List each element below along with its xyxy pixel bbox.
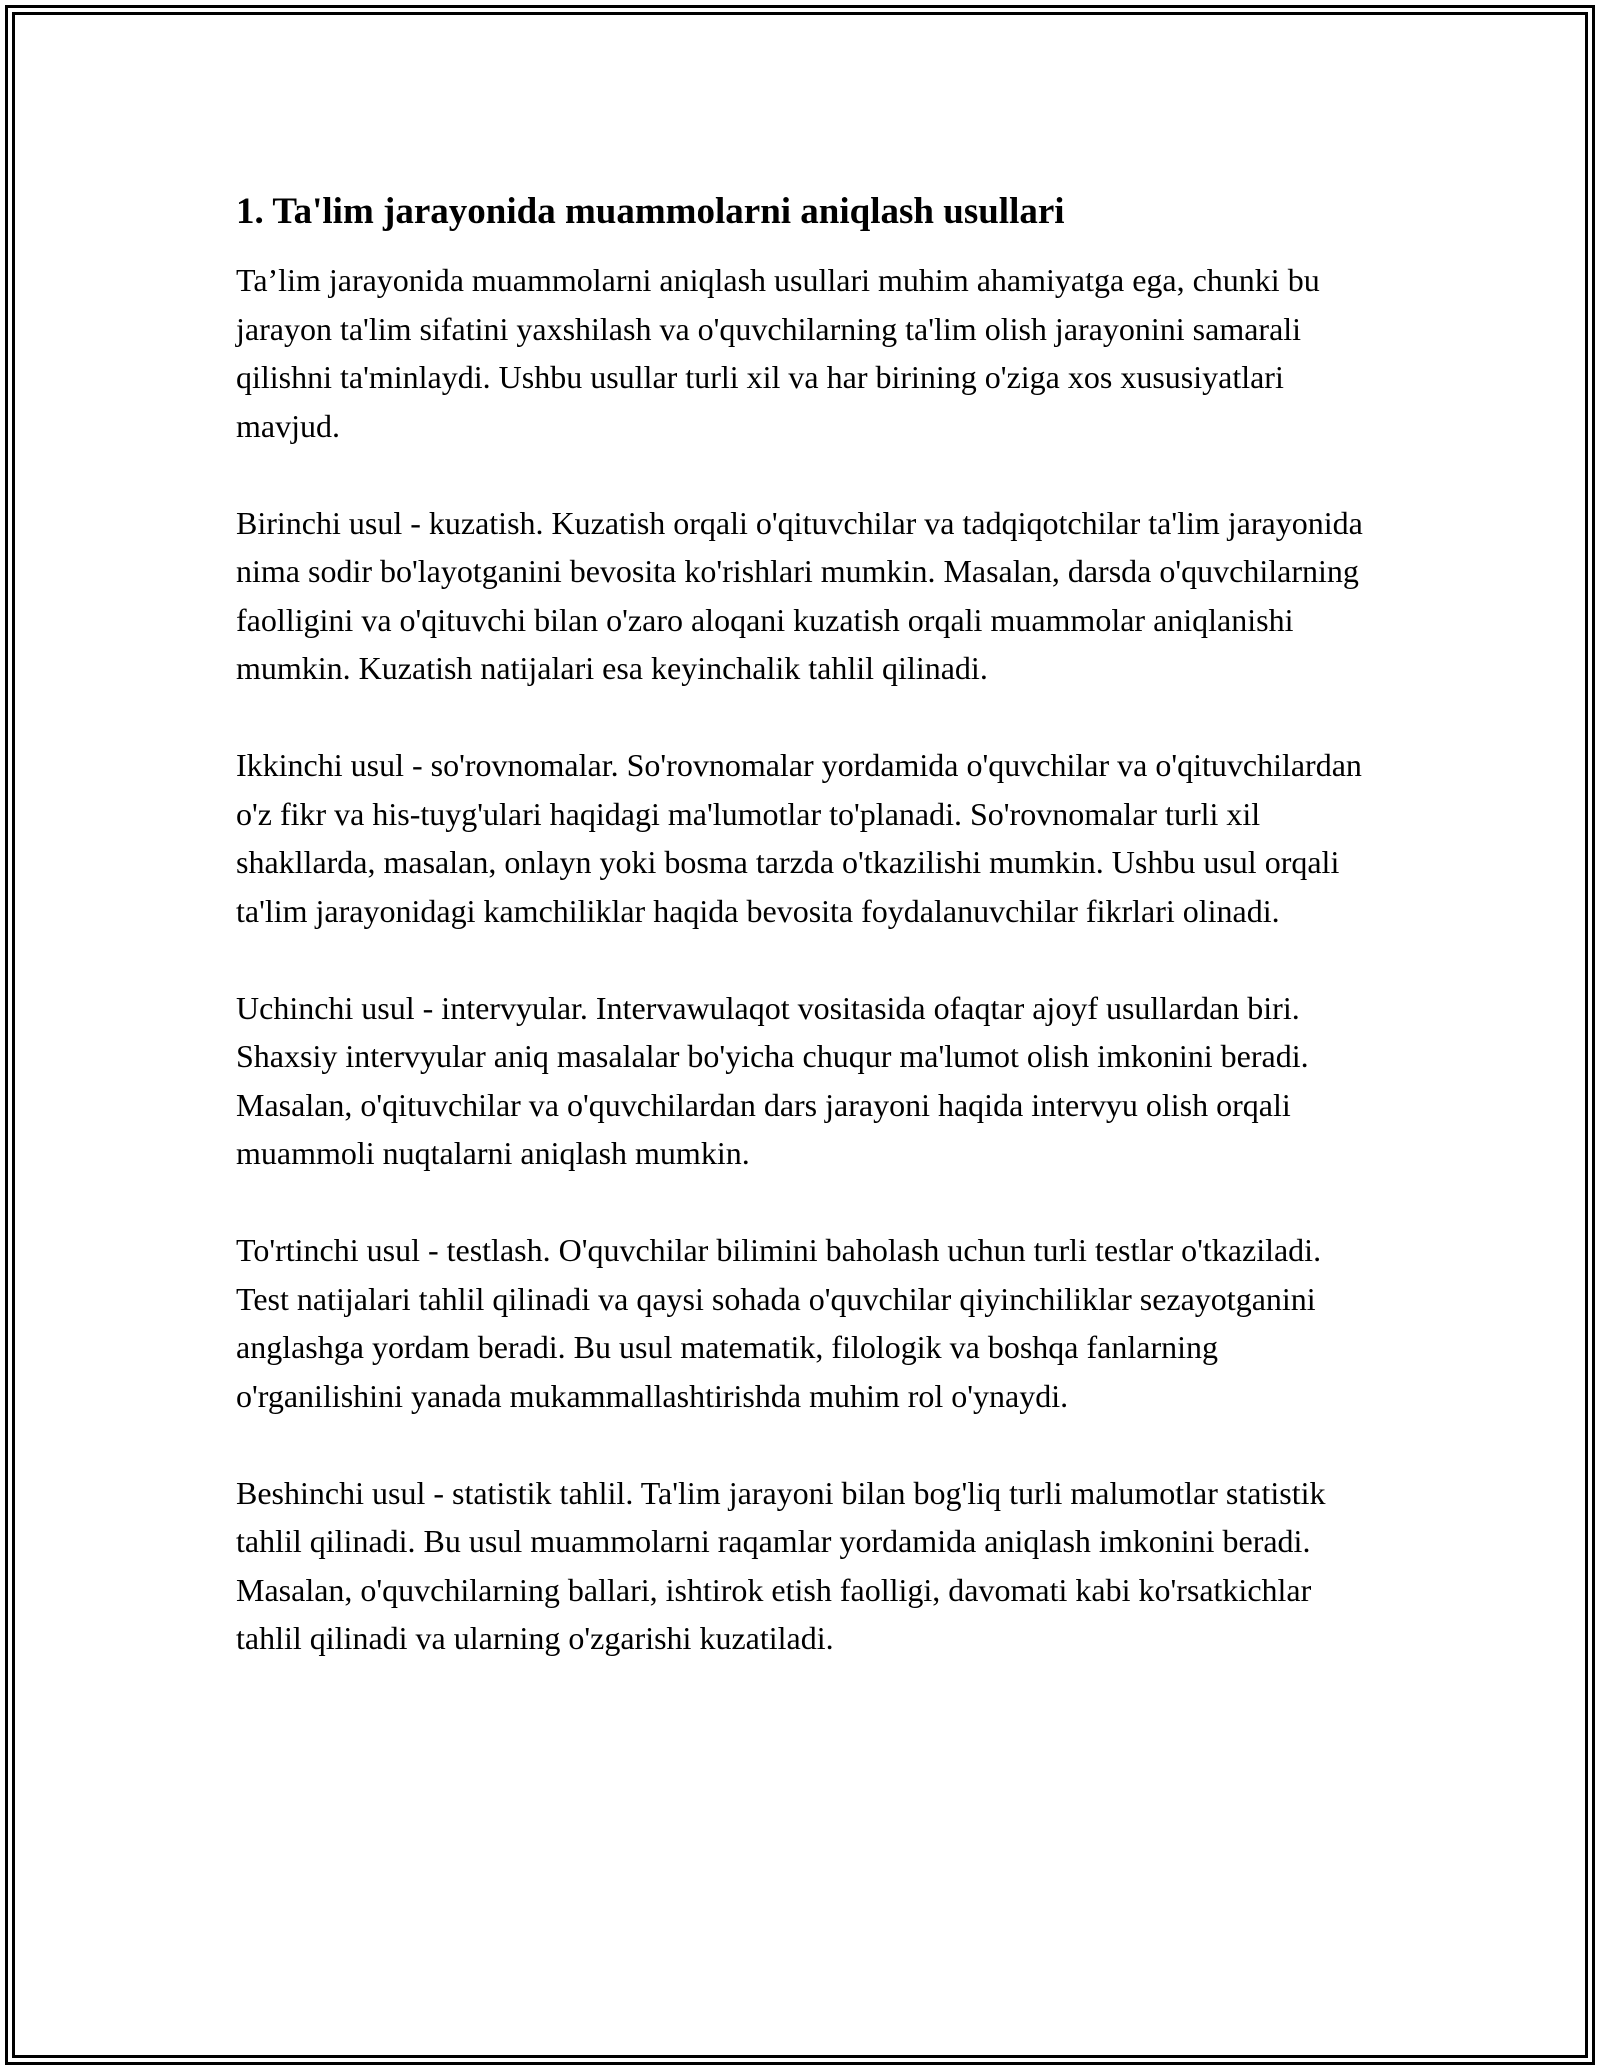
paragraph-interviews: Uchinchi usul - intervyular. Intervawulaqot vositasida ofaqtar ajoyf usullardan biri. Shaxsiy intervyular aniq masalalar bo'yicha chuqur ma'lumot olish imkonini beradi. Masalan, o'qituvchilar va o'quvchilardan dars jarayoni haqida intervyu olish orqali muammoli nuqtalarni aniqlash mumkin. bbox=[236, 989, 1309, 1171]
paragraph-surveys: Ikkinchi usul - so'rovnomalar. So'rovnomalar yordamida o'quvchilar va o'qituvchilardan o'z fikr va his-tuyg'ulari haqidagi ma'lumotlar to'planadi. So'rovnomalar turli xil shakllarda, masalan, onlayn yoki bosma tarzda o'tkazilishi mumkin. Ushbu usul orqali ta'lim jarayonidagi kamchiliklar haqida bevosita foydalanuvchilar fikrlari olinadi. bbox=[236, 747, 1362, 929]
document-body bbox=[236, 188, 1376, 1711]
paragraph-observation: Birinchi usul - kuzatish. Kuzatish orqali o'qituvchilar va tadqiqotchilar ta'lim jarayonida nima sodir bo'layotganini bevosita ko'rishlari mumkin. Masalan, darsda o'quvchilarning faolligini va o'qituvchi bilan o'zaro aloqani kuzatish orqali muammolar aniqlanishi mumkin. Kuzatish natijalari esa keyinchalik tahlil qilinadi. bbox=[236, 504, 1363, 686]
paragraph-testing: To'rtinchi usul - testlash. O'quvchilar bilimini baholash uchun turli testlar o'tkaziladi. Test natijalari tahlil qilinadi va qaysi sohada o'quvchilar qiyinchiliklar sezayotganini anglashga yordam beradi. Bu usul matematik, filologik va boshqa fanlarning o'rganilishini yanada mukammallashtirishda muhim rol o'ynaydi. bbox=[236, 1232, 1322, 1414]
paragraph-intro: Ta’lim jarayonida muammolarni aniqlash usullari muhim ahamiyatga ega, chunki bu jarayon ta'lim sifatini yaxshilash va o'quvchilarning ta'lim olish jarayonini samarali qilishni ta'minlaydi. Ushbu usullar turli xil va har birining o'ziga xos xususiyatlari mavjud. bbox=[236, 262, 1320, 444]
section-heading: 1. Ta'lim jarayonida muammolarni aniqlash usullari bbox=[236, 191, 1065, 232]
paragraph-statistics: Beshinchi usul - statistik tahlil. Ta'lim jarayoni bilan bog'liq turli malumotlar statistik tahlil qilinadi. Bu usul muammolarni raqamlar yordamida aniqlash imkonini beradi. Masalan, o'quvchilarning ballari, ishtirok etish faolligi, davomati kabi ko'rsatkichlar tahlil qilinadi va ularning o'zgarishi kuzatiladi. bbox=[236, 1474, 1326, 1656]
